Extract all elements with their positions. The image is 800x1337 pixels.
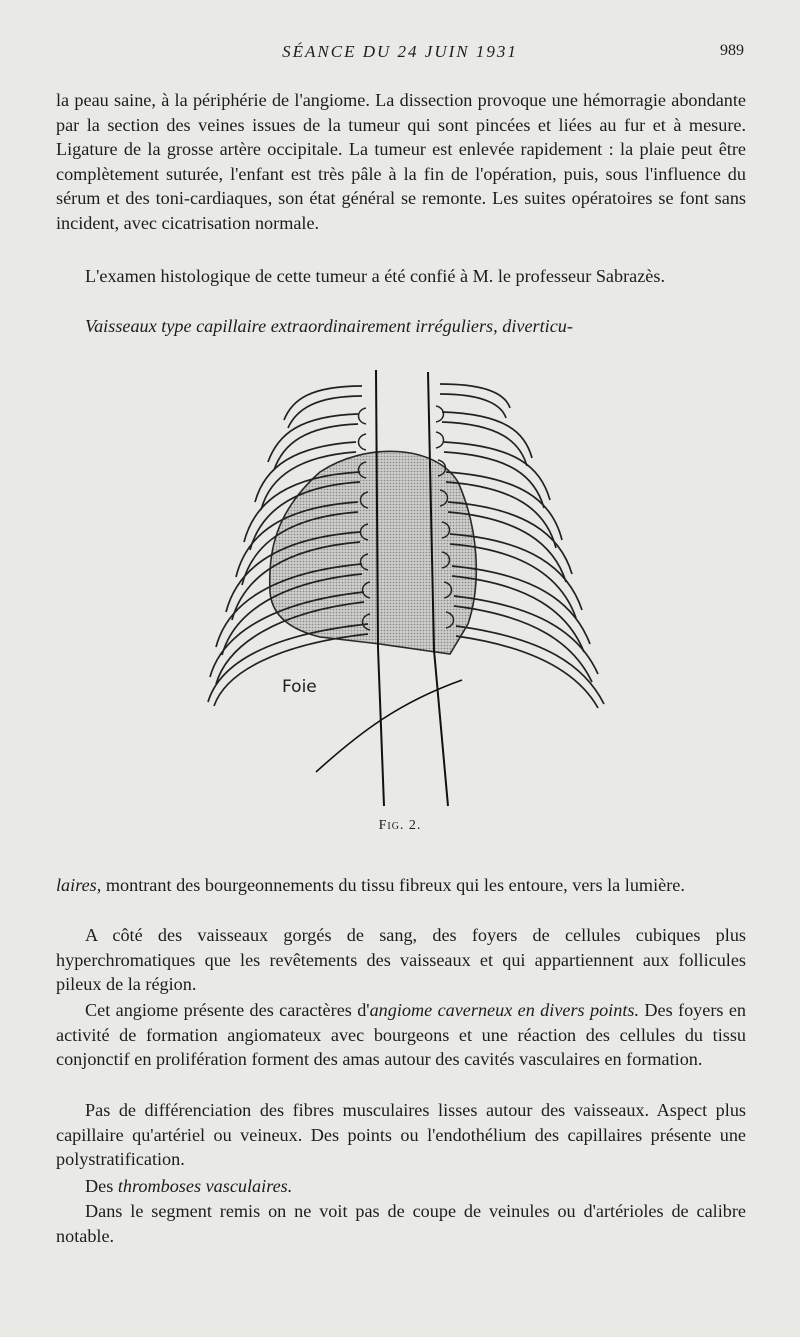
paragraph-operation: la peau saine, à la périphérie de l'angiome. La dissection provoque une hémorragie abondante par la section des veines issues de la tumeur qui sont pincées et liées au fur et à mesure. Ligature de la grosse artère occipitale. La tumeur est enlevée rapidement : la plaie peut être complètement suturée, l'enfant est très pâle à la fin de l'opération, puis, sous l'influence du sérum et des toni-cardiaques, son état général se remonte. Les suites opératoires se font sans incident, avec cicatrisation normale. xyxy=(56,90,746,233)
paragraph-thromboses xyxy=(56,1174,746,1199)
page-number: 989 xyxy=(720,42,744,59)
italic-laires: laires, xyxy=(56,875,102,895)
text-rest: montrant des bourgeonnements du tissu fibreux qui les entoure, vers la lumière. xyxy=(101,875,685,895)
text-b: Des foyers en activité de formation angiomateux avec bourgeons et une réaction des cellules du tissu conjonctif en prolifération forment des amas autour des cavités vasculaires en formation. xyxy=(56,1000,746,1070)
paragraph-cavernous xyxy=(56,998,746,1072)
paragraph-vessels-end xyxy=(56,873,746,898)
thorax-figure xyxy=(200,362,620,812)
italic-cavernous: angiome caverneux en divers points. xyxy=(369,1000,640,1020)
figure-caption: Fig. 2. xyxy=(378,818,422,833)
paragraph-blood-vessels: A côté des vaisseaux gorgés de sang, des foyers de cellules cubiques plus hyperchromatiques que les revêtements des vaisseaux et qui appartiennent aux follicules pileux de la région. xyxy=(56,925,746,995)
text-a: Cet angiome présente des caractères d' xyxy=(85,1000,370,1020)
right-ribs xyxy=(440,384,604,708)
thorax-drawing xyxy=(200,362,620,812)
running-title: SÉANCE DU 24 JUIN 1931 xyxy=(282,42,518,61)
paragraph-histology: L'examen histologique de cette tumeur a été confié à M. le professeur Sabrazès. xyxy=(85,266,665,286)
page-header xyxy=(56,42,744,66)
paragraph-segment: Dans le segment remis on ne voit pas de coupe de veinules ou d'artérioles de calibre notable. xyxy=(56,1201,746,1246)
italic-thromboses: thromboses vasculaires. xyxy=(117,1176,293,1196)
paragraph-vessels-start: Vaisseaux type capillaire extraordinairement irréguliers, diverticu- xyxy=(85,316,573,336)
text-des: Des xyxy=(85,1176,118,1196)
foie-label: Foie xyxy=(282,677,317,697)
paragraph-muscle-fibers: Pas de différenciation des fibres musculaires lisses autour des vaisseaux. Aspect plus capillaire qu'artériel ou veineux. Des points ou l'endothélium des capillaires présente une polystratification. xyxy=(56,1100,746,1170)
